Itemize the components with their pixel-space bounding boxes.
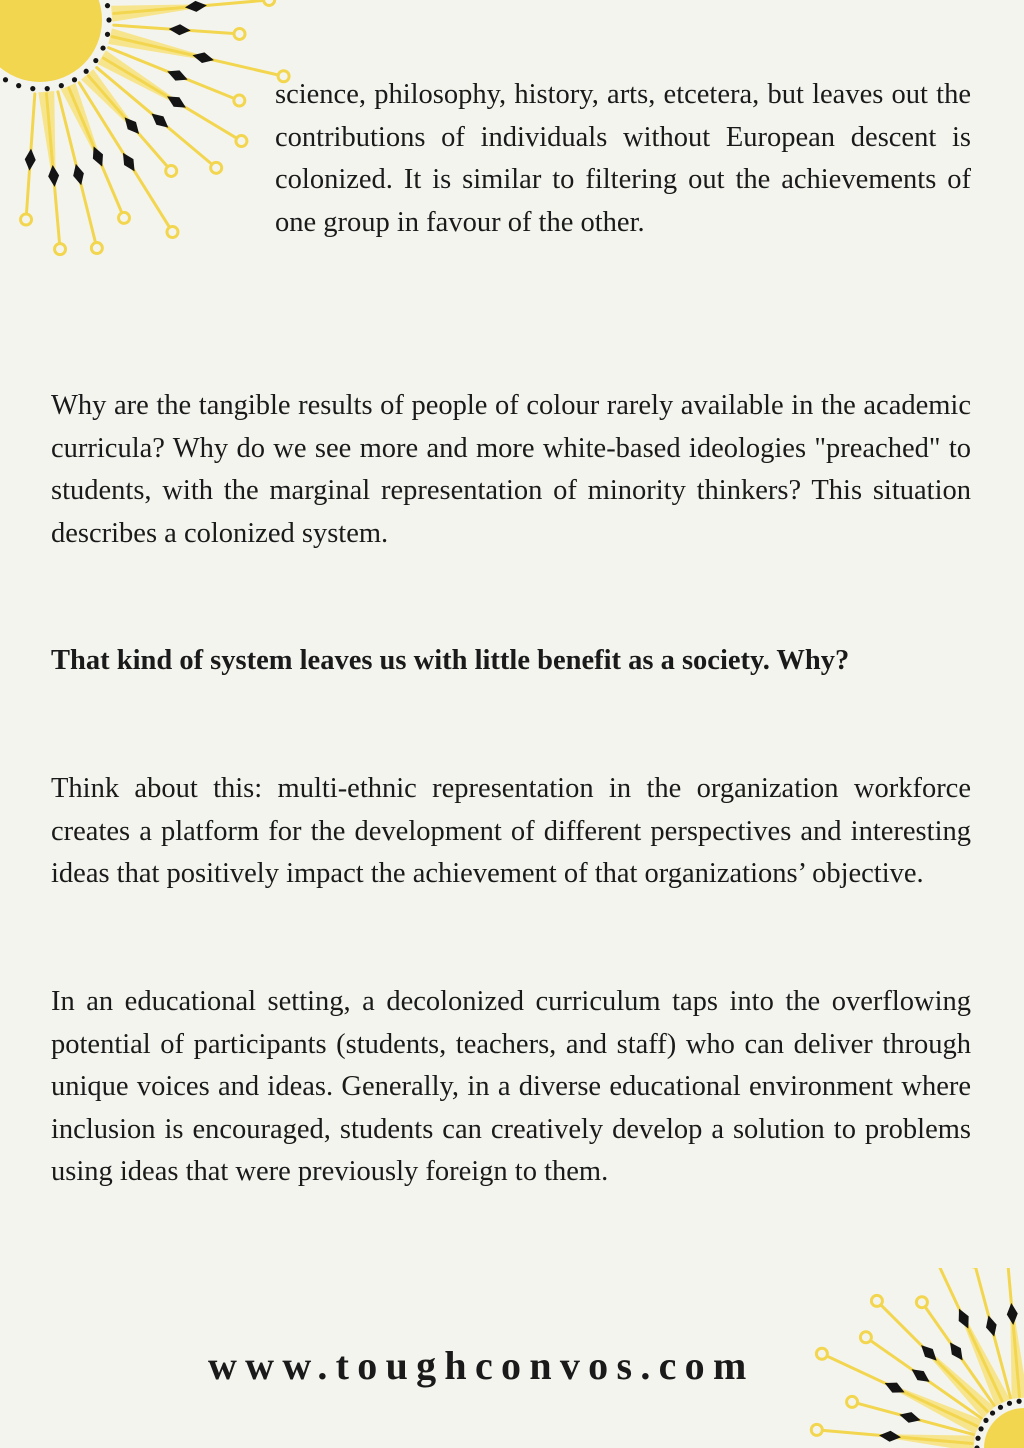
sunburst-ornament-icon	[0, 0, 300, 280]
education-paragraph: In an educational setting, a decolonized curriculum taps into the overflowing potential of participants (students, teachers, and staff) who can deliver through unique voices and ideas. Generally, in a diverse educational environment where inclusion is encouraged, students can creatively develop a solution to problems using ideas that were previously foreign to them.	[51, 986, 971, 1188]
think-paragraph: Think about this: multi-ethnic representation in the organization workforce creates a platform for the development of different perspectives and interesting ideas that positively impact the achievement of that organizations’ objective.	[51, 773, 971, 890]
question-paragraph: Why are the tangible results of people of colour rarely available in the academic curricula? Why do we see more and more white-based ideologies "preached" to students, with the marginal representation of minority thinkers? This situation describes a colonized system.	[51, 390, 971, 549]
intro-paragraph: science, philosophy, history, arts, etcetera, but leaves out the contributions of individuals without European descent is colonized. It is similar to filtering out the achievements of one group in favour of the other.	[275, 79, 971, 238]
emphasis-paragraph: That kind of system leaves us with little benefit as a society. Why?	[51, 645, 850, 676]
sunburst-ornament-icon	[774, 1268, 1024, 1448]
website-url: www.toughconvos.com	[208, 1343, 755, 1388]
